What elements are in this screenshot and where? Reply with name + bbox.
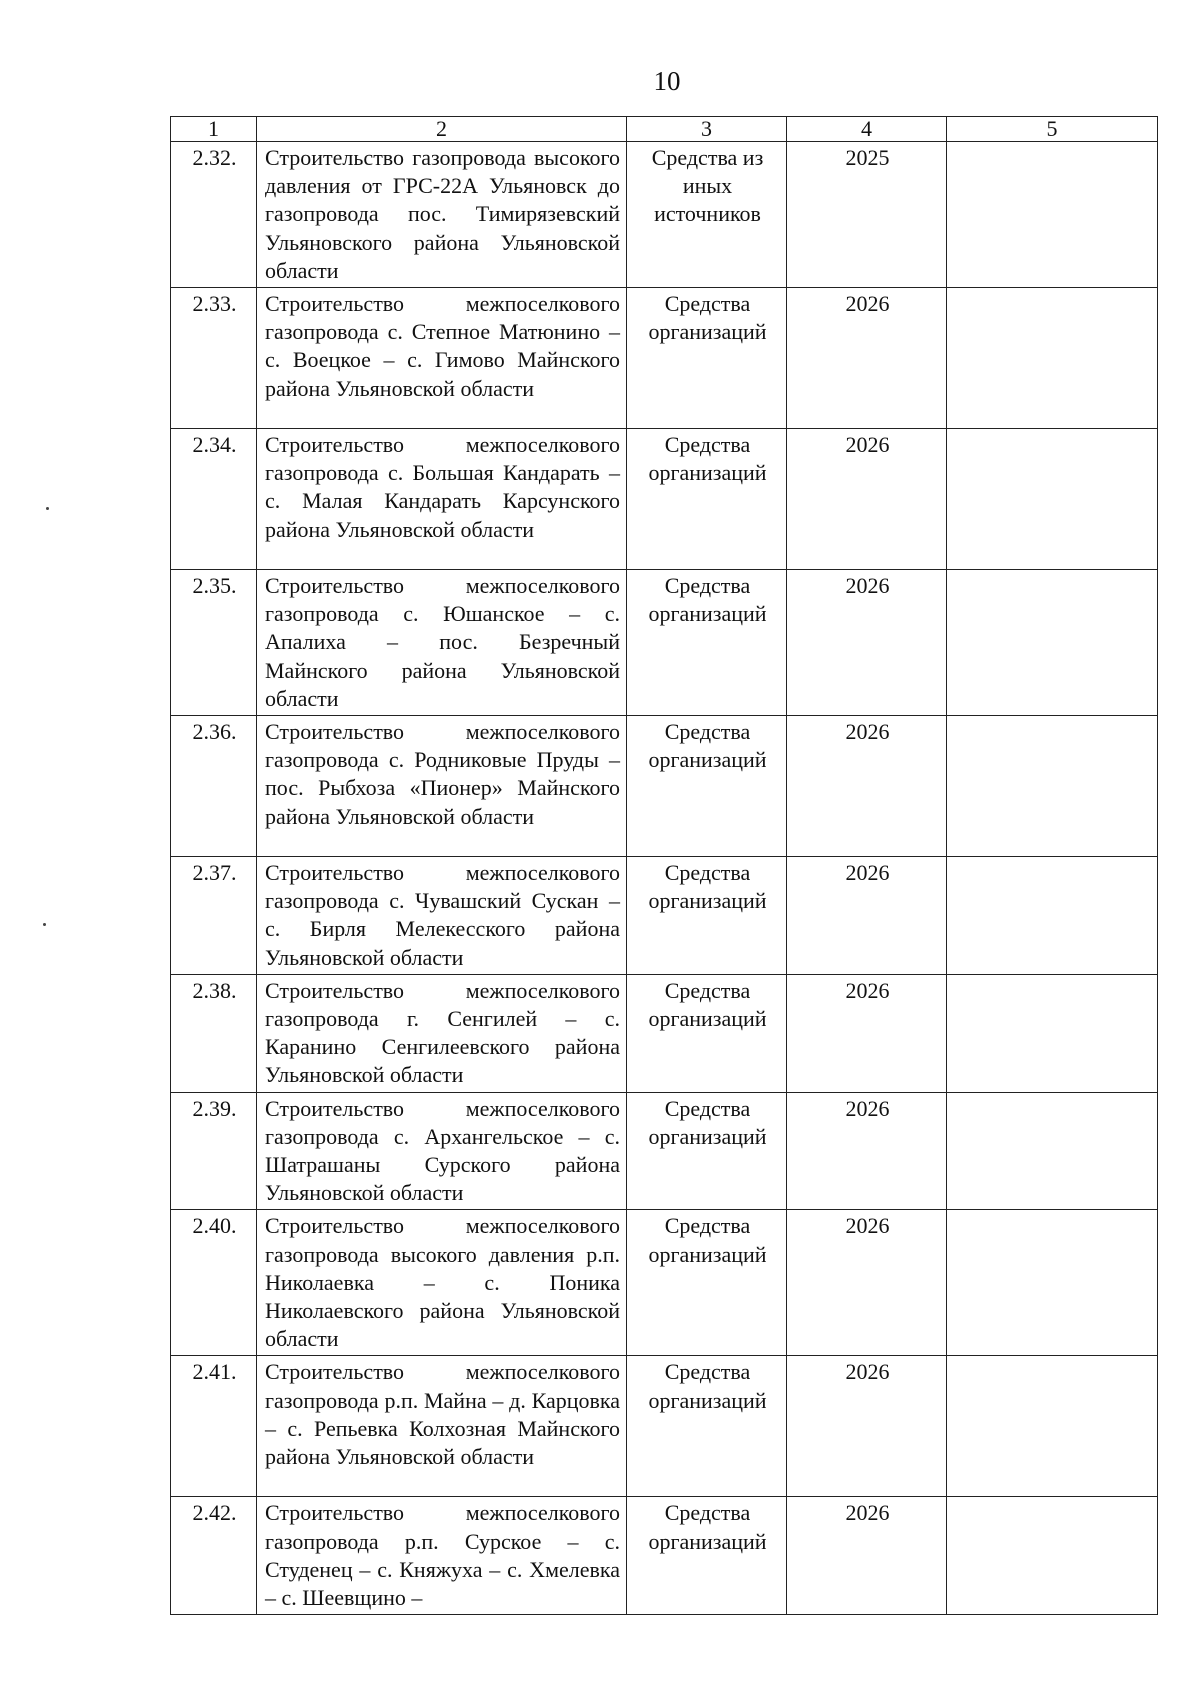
measure-text-cell: Строительство межпоселкового газопровода с. Большая Кандарать – с. Малая Кандарать Карсунского района Ульяновской области	[257, 429, 627, 570]
table-row	[171, 1092, 1158, 1210]
table-row	[171, 1210, 1158, 1356]
table-body	[171, 117, 1158, 1615]
funding-source-cell: Средства организаций	[627, 1356, 787, 1497]
funding-source-cell: Средства организаций	[627, 1497, 787, 1615]
note-cell	[947, 857, 1158, 975]
note-cell	[947, 429, 1158, 570]
note-cell	[947, 142, 1158, 288]
measure-text-cell: Строительство межпоселкового газопровода с. Родниковые Пруды – пос. Рыбхоза «Пионер» Майнского района Ульяновской области	[257, 716, 627, 857]
table-row	[171, 716, 1158, 857]
note-cell	[947, 974, 1158, 1092]
funding-source-cell: Средства организаций	[627, 1210, 787, 1356]
table-row	[171, 1356, 1158, 1497]
row-number-cell: 2.37.	[171, 857, 257, 975]
table-row	[171, 974, 1158, 1092]
year-cell: 2026	[787, 570, 947, 716]
measure-text-cell: Строительство межпоселкового газопровода с. Степное Матюнино – с. Воецкое – с. Гимово Майнского района Ульяновской области	[257, 288, 627, 429]
table-header-row	[171, 117, 1158, 142]
header-cell-2: 2	[257, 117, 627, 142]
measure-text-cell: Строительство межпоселкового газопровода с. Юшанское – с. Апалиха – пос. Безречный Майнского района Ульяновской области	[257, 570, 627, 716]
funding-source-cell: Средства организаций	[627, 429, 787, 570]
measure-text-cell: Строительство межпоселкового газопровода с. Чувашский Сускан – с. Бирля Мелекесского района Ульяновской области	[257, 857, 627, 975]
note-cell	[947, 288, 1158, 429]
row-number-cell: 2.35.	[171, 570, 257, 716]
funding-source-cell: Средства организаций	[627, 974, 787, 1092]
note-cell	[947, 716, 1158, 857]
table-row	[171, 429, 1158, 570]
page-number: 10	[653, 66, 681, 96]
row-number-cell: 2.42.	[171, 1497, 257, 1615]
note-cell	[947, 1092, 1158, 1210]
measure-text-cell: Строительство межпоселкового газопровода высокого давления р.п. Николаевка – с. Поника Николаевского района Ульяновской области	[257, 1210, 627, 1356]
note-cell	[947, 570, 1158, 716]
measure-text-cell: Строительство межпоселкового газопровода р.п. Майна – д. Карцовка – с. Репьевка Колхозная Майнского района Ульяновской области	[257, 1356, 627, 1497]
header-cell-5: 5	[947, 117, 1158, 142]
funding-source-cell: Средства организаций	[627, 288, 787, 429]
note-cell	[947, 1356, 1158, 1497]
year-cell: 2026	[787, 716, 947, 857]
row-number-cell: 2.41.	[171, 1356, 257, 1497]
year-cell: 2026	[787, 974, 947, 1092]
row-number-cell: 2.36.	[171, 716, 257, 857]
year-cell: 2026	[787, 1092, 947, 1210]
table-row	[171, 142, 1158, 288]
funding-source-cell: Средства из иных источников	[627, 142, 787, 288]
funding-source-cell: Средства организаций	[627, 716, 787, 857]
year-cell: 2026	[787, 288, 947, 429]
year-cell: 2026	[787, 1210, 947, 1356]
funding-source-cell: Средства организаций	[627, 570, 787, 716]
measures-table	[170, 116, 1158, 1615]
row-number-cell: 2.39.	[171, 1092, 257, 1210]
row-number-cell: 2.32.	[171, 142, 257, 288]
note-cell	[947, 1497, 1158, 1615]
scan-speck	[43, 923, 46, 926]
note-cell	[947, 1210, 1158, 1356]
measure-text-cell: Строительство межпоселкового газопровода г. Сенгилей – с. Каранино Сенгилеевского района Ульяновской области	[257, 974, 627, 1092]
year-cell: 2026	[787, 857, 947, 975]
row-number-cell: 2.34.	[171, 429, 257, 570]
table-row	[171, 288, 1158, 429]
header-cell-3: 3	[627, 117, 787, 142]
year-cell: 2026	[787, 1356, 947, 1497]
table-row	[171, 857, 1158, 975]
header-cell-4: 4	[787, 117, 947, 142]
table-row	[171, 1497, 1158, 1615]
header-cell-1: 1	[171, 117, 257, 142]
funding-source-cell: Средства организаций	[627, 1092, 787, 1210]
scan-speck	[46, 507, 49, 510]
row-number-cell: 2.38.	[171, 974, 257, 1092]
measure-text-cell: Строительство межпоселкового газопровода р.п. Сурское – с. Студенец – с. Княжуха – с. Хмелевка – с. Шеевщино –	[257, 1497, 627, 1615]
measure-text-cell: Строительство межпоселкового газопровода с. Архангельское – с. Шатрашаны Сурского района Ульяновской области	[257, 1092, 627, 1210]
year-cell: 2025	[787, 142, 947, 288]
table-row	[171, 570, 1158, 716]
year-cell: 2026	[787, 1497, 947, 1615]
measure-text-cell: Строительство газопровода высокого давления от ГРС-22А Ульяновск до газопровода пос. Тимирязевский Ульяновского района Ульяновской области	[257, 142, 627, 288]
row-number-cell: 2.33.	[171, 288, 257, 429]
row-number-cell: 2.40.	[171, 1210, 257, 1356]
funding-source-cell: Средства организаций	[627, 857, 787, 975]
year-cell: 2026	[787, 429, 947, 570]
